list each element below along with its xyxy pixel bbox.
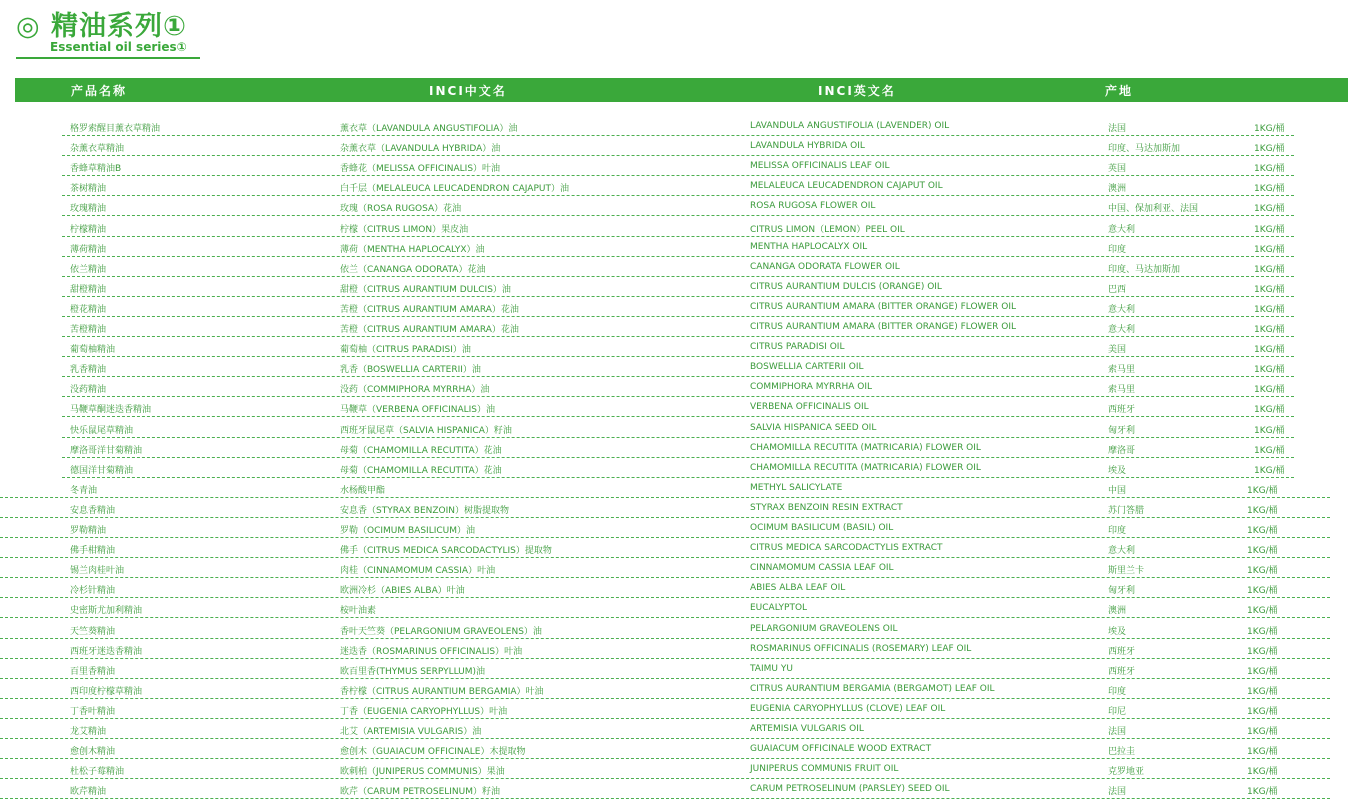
row-divider	[0, 798, 1330, 799]
inci-cn-name: 苦橙（CITRUS AURANTIUM AMARA）花油	[340, 325, 519, 335]
origin: 印度	[1108, 686, 1127, 697]
origin: 西班牙	[1108, 666, 1136, 677]
row-divider	[0, 557, 1330, 558]
inci-en-name: MELISSA OFFICINALIS LEAF OIL	[750, 161, 890, 172]
inci-en-name: LAVANDULA HYBRIDA OIL	[750, 141, 865, 152]
header-inci-en: INCI英文名	[818, 84, 896, 98]
inci-en-name: GUAIACUM OFFICINALE WOOD EXTRACT	[750, 744, 932, 755]
origin: 意大利	[1108, 546, 1136, 557]
inci-cn-name: 母菊（CHAMOMILLA RECUTITA）花油	[340, 445, 502, 456]
product-name: 玫瑰精油	[70, 204, 107, 215]
package-size: 1KG/桶	[1247, 787, 1278, 798]
inci-en-name: CITRUS PARADISI OIL	[750, 342, 845, 353]
row-divider	[62, 336, 1294, 337]
row-divider	[0, 738, 1330, 739]
package-size: 1KG/桶	[1247, 586, 1278, 597]
product-name: 没药精油	[70, 385, 107, 396]
package-size: 1KG/桶	[1247, 706, 1278, 717]
origin: 印度	[1108, 526, 1127, 536]
origin: 索马里	[1108, 365, 1136, 376]
product-name: 杂薰衣草精油	[70, 144, 125, 155]
package-size: 1KG/桶	[1254, 445, 1285, 456]
table-row	[0, 740, 1354, 760]
origin: 苏门答腊	[1108, 505, 1145, 516]
table-row	[0, 459, 1354, 479]
row-divider	[0, 517, 1330, 518]
package-size: 1KG/桶	[1254, 184, 1285, 195]
row-divider	[0, 758, 1330, 759]
table-row	[0, 479, 1354, 499]
row-divider	[0, 577, 1330, 578]
product-name: 龙艾精油	[70, 727, 107, 737]
package-size: 1KG/桶	[1247, 606, 1278, 617]
row-divider	[0, 537, 1330, 538]
origin: 索马里	[1108, 385, 1136, 396]
row-divider	[62, 477, 1294, 478]
inci-en-name: LAVANDULA ANGUSTIFOLIA (LAVENDER) OIL	[750, 121, 950, 131]
product-name: 天竺葵精油	[70, 626, 116, 637]
origin: 意大利	[1108, 224, 1136, 235]
package-size: 1KG/桶	[1247, 526, 1278, 536]
header-origin: 产地	[1105, 84, 1134, 98]
product-name: 摩洛哥洋甘菊精油	[70, 445, 143, 456]
package-size: 1KG/桶	[1254, 465, 1285, 476]
inci-cn-name: 香柠檬（CITRUS AURANTIUM BERGAMIA）叶油	[340, 686, 544, 697]
row-divider	[62, 316, 1294, 317]
product-name: 安息香精油	[70, 505, 116, 516]
inci-cn-name: 薄荷（MENTHA HAPLOCALYX）油	[340, 244, 485, 255]
product-name: 丁香叶精油	[70, 706, 116, 717]
inci-en-name: MELALEUCA LEUCADENDRON CAJAPUT OIL	[750, 181, 943, 192]
inci-en-name: MENTHA HAPLOCALYX OIL	[750, 241, 868, 252]
table-row	[0, 218, 1354, 238]
origin: 澳洲	[1108, 606, 1127, 617]
table-row	[0, 499, 1354, 519]
package-size: 1KG/桶	[1254, 405, 1285, 416]
row-divider	[62, 296, 1294, 297]
header-inci-cn: INCI中文名	[429, 84, 507, 98]
table-row	[0, 720, 1354, 740]
package-size: 1KG/桶	[1254, 385, 1285, 396]
product-name: 杜松子莓精油	[70, 767, 125, 778]
table-row	[0, 157, 1354, 177]
inci-en-name: PELARGONIUM GRAVEOLENS OIL	[750, 623, 898, 634]
page-title: ◎ 精油系列①	[16, 11, 187, 42]
product-name: 马鞭草酮迷迭香精油	[70, 405, 152, 416]
inci-cn-name: 欧洲冷杉（ABIES ALBA）叶油	[340, 586, 465, 597]
origin: 中国、保加利亚、法国	[1108, 204, 1199, 215]
product-name: 格罗索醒目薰衣草精油	[70, 124, 161, 134]
row-divider	[62, 356, 1294, 357]
inci-cn-name: 欧刺柏（JUNIPERUS COMMUNIS）果油	[340, 767, 505, 778]
inci-cn-name: 薰衣草（LAVANDULA ANGUSTIFOLIA）油	[340, 124, 518, 134]
package-size: 1KG/桶	[1247, 666, 1278, 677]
row-divider	[62, 376, 1294, 377]
row-divider	[62, 175, 1294, 176]
table-row	[0, 338, 1354, 358]
table-row	[0, 419, 1354, 439]
product-name: 葡萄柚精油	[70, 345, 116, 356]
inci-en-name: CITRUS LIMON（LEMON）PEEL OIL	[750, 224, 905, 235]
inci-en-name: ROSA RUGOSA FLOWER OIL	[750, 201, 876, 212]
inci-en-name: ROSMARINUS OFFICINALIS (ROSEMARY) LEAF OIL	[750, 643, 972, 654]
product-name: 薄荷精油	[70, 244, 107, 255]
table-row	[0, 539, 1354, 559]
inci-cn-name: 乳香（BOSWELLIA CARTERII）油	[340, 365, 481, 376]
product-name: 愈创木精油	[70, 747, 116, 758]
inci-cn-name: 玫瑰（ROSA RUGOSA）花油	[340, 204, 462, 215]
row-divider	[62, 135, 1294, 136]
inci-cn-name: 香蜂花（MELISSA OFFICINALIS）叶油	[340, 164, 501, 175]
header-product-name: 产品名称	[71, 84, 128, 98]
table-row	[0, 640, 1354, 660]
row-divider	[62, 457, 1294, 458]
inci-cn-name: 佛手（CITRUS MEDICA SARCODACTYLIS）提取物	[340, 546, 552, 557]
origin: 印度	[1108, 244, 1127, 255]
row-divider	[0, 778, 1330, 779]
inci-cn-name: 迷迭香（ROSMARINUS OFFICINALIS）叶油	[340, 646, 523, 657]
package-size: 1KG/桶	[1254, 345, 1285, 356]
table-row	[0, 680, 1354, 700]
row-divider	[0, 718, 1330, 719]
table-row	[0, 358, 1354, 378]
inci-en-name: CITRUS MEDICA SARCODACTYLIS EXTRACT	[750, 543, 943, 554]
inci-cn-name: 欧百里香(THYMUS SERPYLLUM)油	[340, 666, 486, 677]
product-name: 乳香精油	[70, 365, 107, 376]
inci-cn-name: 柠檬（CITRUS LIMON）果皮油	[340, 224, 469, 235]
inci-en-name: SALVIA HISPANICA SEED OIL	[750, 422, 877, 433]
package-size: 1KG/桶	[1247, 546, 1278, 557]
origin: 西班牙	[1108, 405, 1136, 416]
table-row	[0, 298, 1354, 318]
inci-en-name: CITRUS AURANTIUM AMARA (BITTER ORANGE) FLOWER OIL	[750, 322, 1017, 332]
product-name: 苦橙精油	[70, 325, 107, 335]
table-row	[0, 278, 1354, 298]
product-name: 香蜂草精油B	[70, 164, 122, 175]
row-divider	[0, 497, 1330, 498]
table-header	[15, 78, 1348, 102]
package-size: 1KG/桶	[1254, 164, 1285, 175]
package-size: 1KG/桶	[1254, 325, 1285, 335]
inci-en-name: COMMIPHORA MYRRHA OIL	[750, 382, 873, 393]
table-row	[0, 660, 1354, 680]
table-row	[0, 137, 1354, 157]
origin: 匈牙利	[1108, 425, 1136, 436]
row-divider	[62, 256, 1294, 257]
package-size: 1KG/桶	[1254, 244, 1285, 255]
inci-en-name: BOSWELLIA CARTERII OIL	[750, 362, 864, 373]
table-row	[0, 760, 1354, 780]
inci-en-name: STYRAX BENZOIN RESIN EXTRACT	[750, 502, 903, 513]
row-divider	[62, 155, 1294, 156]
inci-cn-name: 母菊（CHAMOMILLA RECUTITA）花油	[340, 465, 502, 476]
table-row	[0, 177, 1354, 197]
package-size: 1KG/桶	[1247, 727, 1278, 737]
inci-en-name: ABIES ALBA LEAF OIL	[750, 583, 846, 594]
inci-en-name: CANANGA ODORATA FLOWER OIL	[750, 261, 900, 272]
product-name: 百里香精油	[70, 666, 116, 677]
inci-cn-name: 愈创木（GUAIACUM OFFICINALE）木提取物	[340, 747, 526, 758]
product-name: 橙花精油	[70, 304, 107, 315]
table-row	[0, 258, 1354, 278]
inci-en-name: CITRUS AURANTIUM AMARA (BITTER ORANGE) FLOWER OIL	[750, 301, 1017, 312]
inci-en-name: METHYL SALICYLATE	[750, 482, 843, 493]
origin: 印度、马达加斯加	[1108, 264, 1181, 275]
origin: 法国	[1108, 727, 1127, 737]
inci-cn-name: 安息香（STYRAX BENZOIN）树脂提取物	[340, 505, 510, 516]
table-row	[0, 700, 1354, 720]
table-row	[0, 599, 1354, 619]
row-divider	[0, 597, 1330, 598]
product-name: 柠檬精油	[70, 224, 107, 235]
product-name: 冬青油	[70, 485, 98, 496]
origin: 印度、马达加斯加	[1108, 144, 1181, 155]
inci-en-name: EUCALYPTOL	[750, 603, 808, 614]
inci-cn-name: 甜橙（CITRUS AURANTIUM DULCIS）油	[340, 284, 511, 295]
product-name: 德国洋甘菊精油	[70, 465, 134, 476]
inci-en-name: CITRUS AURANTIUM BERGAMIA (BERGAMOT) LEAF OIL	[750, 683, 995, 694]
inci-cn-name: 葡萄柚（CITRUS PARADISI）油	[340, 345, 471, 356]
origin: 意大利	[1108, 304, 1136, 315]
inci-en-name: CHAMOMILLA RECUTITA (MATRICARIA) FLOWER OIL	[750, 442, 981, 453]
product-name: 史密斯尤加利精油	[70, 606, 143, 617]
inci-en-name: EUGENIA CARYOPHYLLUS (CLOVE) LEAF OIL	[750, 703, 946, 714]
origin: 匈牙利	[1108, 586, 1136, 597]
inci-cn-name: 罗勒（OCIMUM BASILICUM）油	[340, 526, 476, 536]
inci-cn-name: 北艾（ARTEMISIA VULGARIS）油	[340, 727, 482, 737]
page-subtitle: Essential oil series①	[50, 40, 187, 54]
table-row	[0, 780, 1354, 800]
package-size: 1KG/桶	[1247, 485, 1278, 496]
inci-en-name: JUNIPERUS COMMUNIS FRUIT OIL	[750, 764, 899, 775]
product-name: 佛手柑精油	[70, 546, 116, 557]
product-name: 依兰精油	[70, 264, 107, 275]
table-row	[0, 559, 1354, 579]
origin: 西班牙	[1108, 646, 1136, 657]
inci-cn-name: 肉桂（CINNAMOMUM CASSIA）叶油	[340, 566, 496, 577]
product-name: 茶树精油	[70, 184, 107, 195]
table-row	[0, 378, 1354, 398]
package-size: 1KG/桶	[1247, 505, 1278, 516]
inci-cn-name: 依兰（CANANGA ODORATA）花油	[340, 264, 486, 275]
inci-cn-name: 没药（COMMIPHORA MYRRHA）油	[340, 385, 490, 396]
row-divider	[62, 276, 1294, 277]
origin: 澳洲	[1108, 184, 1127, 195]
table-row	[0, 439, 1354, 459]
origin: 埃及	[1108, 626, 1127, 637]
package-size: 1KG/桶	[1247, 566, 1278, 577]
inci-en-name: CARUM PETROSELINUM (PARSLEY) SEED OIL	[750, 784, 950, 795]
inci-cn-name: 桉叶油素	[340, 606, 377, 617]
row-divider	[62, 195, 1294, 196]
row-divider	[0, 617, 1330, 618]
inci-en-name: VERBENA OFFICINALIS OIL	[750, 402, 869, 413]
origin: 印尼	[1108, 706, 1127, 717]
row-divider	[62, 215, 1294, 216]
inci-cn-name: 香叶天竺葵（PELARGONIUM GRAVEOLENS）油	[340, 626, 542, 637]
table-row	[0, 398, 1354, 418]
origin: 埃及	[1108, 465, 1127, 476]
package-size: 1KG/桶	[1254, 264, 1285, 275]
origin: 克罗地亚	[1108, 767, 1145, 778]
table-row	[0, 579, 1354, 599]
inci-cn-name: 丁香（EUGENIA CARYOPHYLLUS）叶油	[340, 706, 508, 717]
table-row	[0, 238, 1354, 258]
origin: 法国	[1108, 124, 1127, 134]
product-name: 冷杉针精油	[70, 586, 116, 597]
origin: 斯里兰卡	[1108, 566, 1145, 577]
product-name: 罗勒精油	[70, 526, 107, 536]
inci-en-name: TAIMU YU	[750, 663, 793, 674]
product-name: 西班牙迷迭香精油	[70, 646, 143, 657]
package-size: 1KG/桶	[1254, 425, 1285, 436]
inci-cn-name: 杂薰衣草（LAVANDULA HYBRIDA）油	[340, 144, 501, 155]
origin: 法国	[1108, 787, 1127, 798]
inci-cn-name: 欧芹（CARUM PETROSELINUM）籽油	[340, 787, 501, 798]
row-divider	[0, 698, 1330, 699]
package-size: 1KG/桶	[1254, 284, 1285, 295]
title-underline	[16, 57, 200, 59]
origin: 巴西	[1108, 284, 1127, 295]
inci-en-name: OCIMUM BASILICUM (BASIL) OIL	[750, 523, 894, 533]
origin: 摩洛哥	[1108, 445, 1136, 456]
package-size: 1KG/桶	[1254, 224, 1285, 235]
origin: 英国	[1108, 164, 1127, 175]
row-divider	[62, 396, 1294, 397]
table-row	[0, 318, 1354, 338]
table-row	[0, 117, 1354, 137]
product-name: 锡兰肉桂叶油	[70, 566, 125, 577]
inci-cn-name: 马鞭草（VERBENA OFFICINALIS）油	[340, 405, 496, 416]
row-divider	[62, 437, 1294, 438]
inci-en-name: CITRUS AURANTIUM DULCIS (ORANGE) OIL	[750, 281, 942, 292]
package-size: 1KG/桶	[1254, 144, 1285, 155]
package-size: 1KG/桶	[1247, 767, 1278, 778]
row-divider	[0, 638, 1330, 639]
origin: 中国	[1108, 485, 1127, 496]
title-block	[14, 4, 204, 60]
inci-en-name: CHAMOMILLA RECUTITA (MATRICARIA) FLOWER OIL	[750, 462, 981, 473]
package-size: 1KG/桶	[1254, 365, 1285, 376]
inci-cn-name: 苦橙（CITRUS AURANTIUM AMARA）花油	[340, 304, 519, 315]
origin: 美国	[1108, 345, 1127, 356]
product-name: 欧芹精油	[70, 787, 107, 798]
row-divider	[62, 236, 1294, 237]
product-name: 西印度柠檬草精油	[70, 686, 143, 697]
row-divider	[62, 416, 1294, 417]
origin: 意大利	[1108, 325, 1136, 335]
table-row	[0, 620, 1354, 640]
package-size: 1KG/桶	[1254, 124, 1285, 134]
product-name: 快乐鼠尾草精油	[70, 425, 134, 436]
package-size: 1KG/桶	[1254, 304, 1285, 315]
table-row	[0, 197, 1354, 217]
product-name: 甜橙精油	[70, 284, 107, 295]
origin: 巴拉圭	[1108, 747, 1136, 758]
inci-en-name: ARTEMISIA VULGARIS OIL	[750, 724, 864, 734]
package-size: 1KG/桶	[1247, 626, 1278, 637]
inci-cn-name: 西班牙鼠尾草（SALVIA HISPANICA）籽油	[340, 425, 512, 436]
table-row	[0, 519, 1354, 539]
package-size: 1KG/桶	[1254, 204, 1285, 215]
package-size: 1KG/桶	[1247, 686, 1278, 697]
inci-cn-name: 水杨酸甲酯	[340, 485, 386, 496]
package-size: 1KG/桶	[1247, 646, 1278, 657]
inci-cn-name: 白千层（MELALEUCA LEUCADENDRON CAJAPUT）油	[340, 184, 569, 195]
row-divider	[0, 658, 1330, 659]
package-size: 1KG/桶	[1247, 747, 1278, 758]
row-divider	[0, 678, 1330, 679]
inci-en-name: CINNAMOMUM CASSIA LEAF OIL	[750, 563, 894, 574]
